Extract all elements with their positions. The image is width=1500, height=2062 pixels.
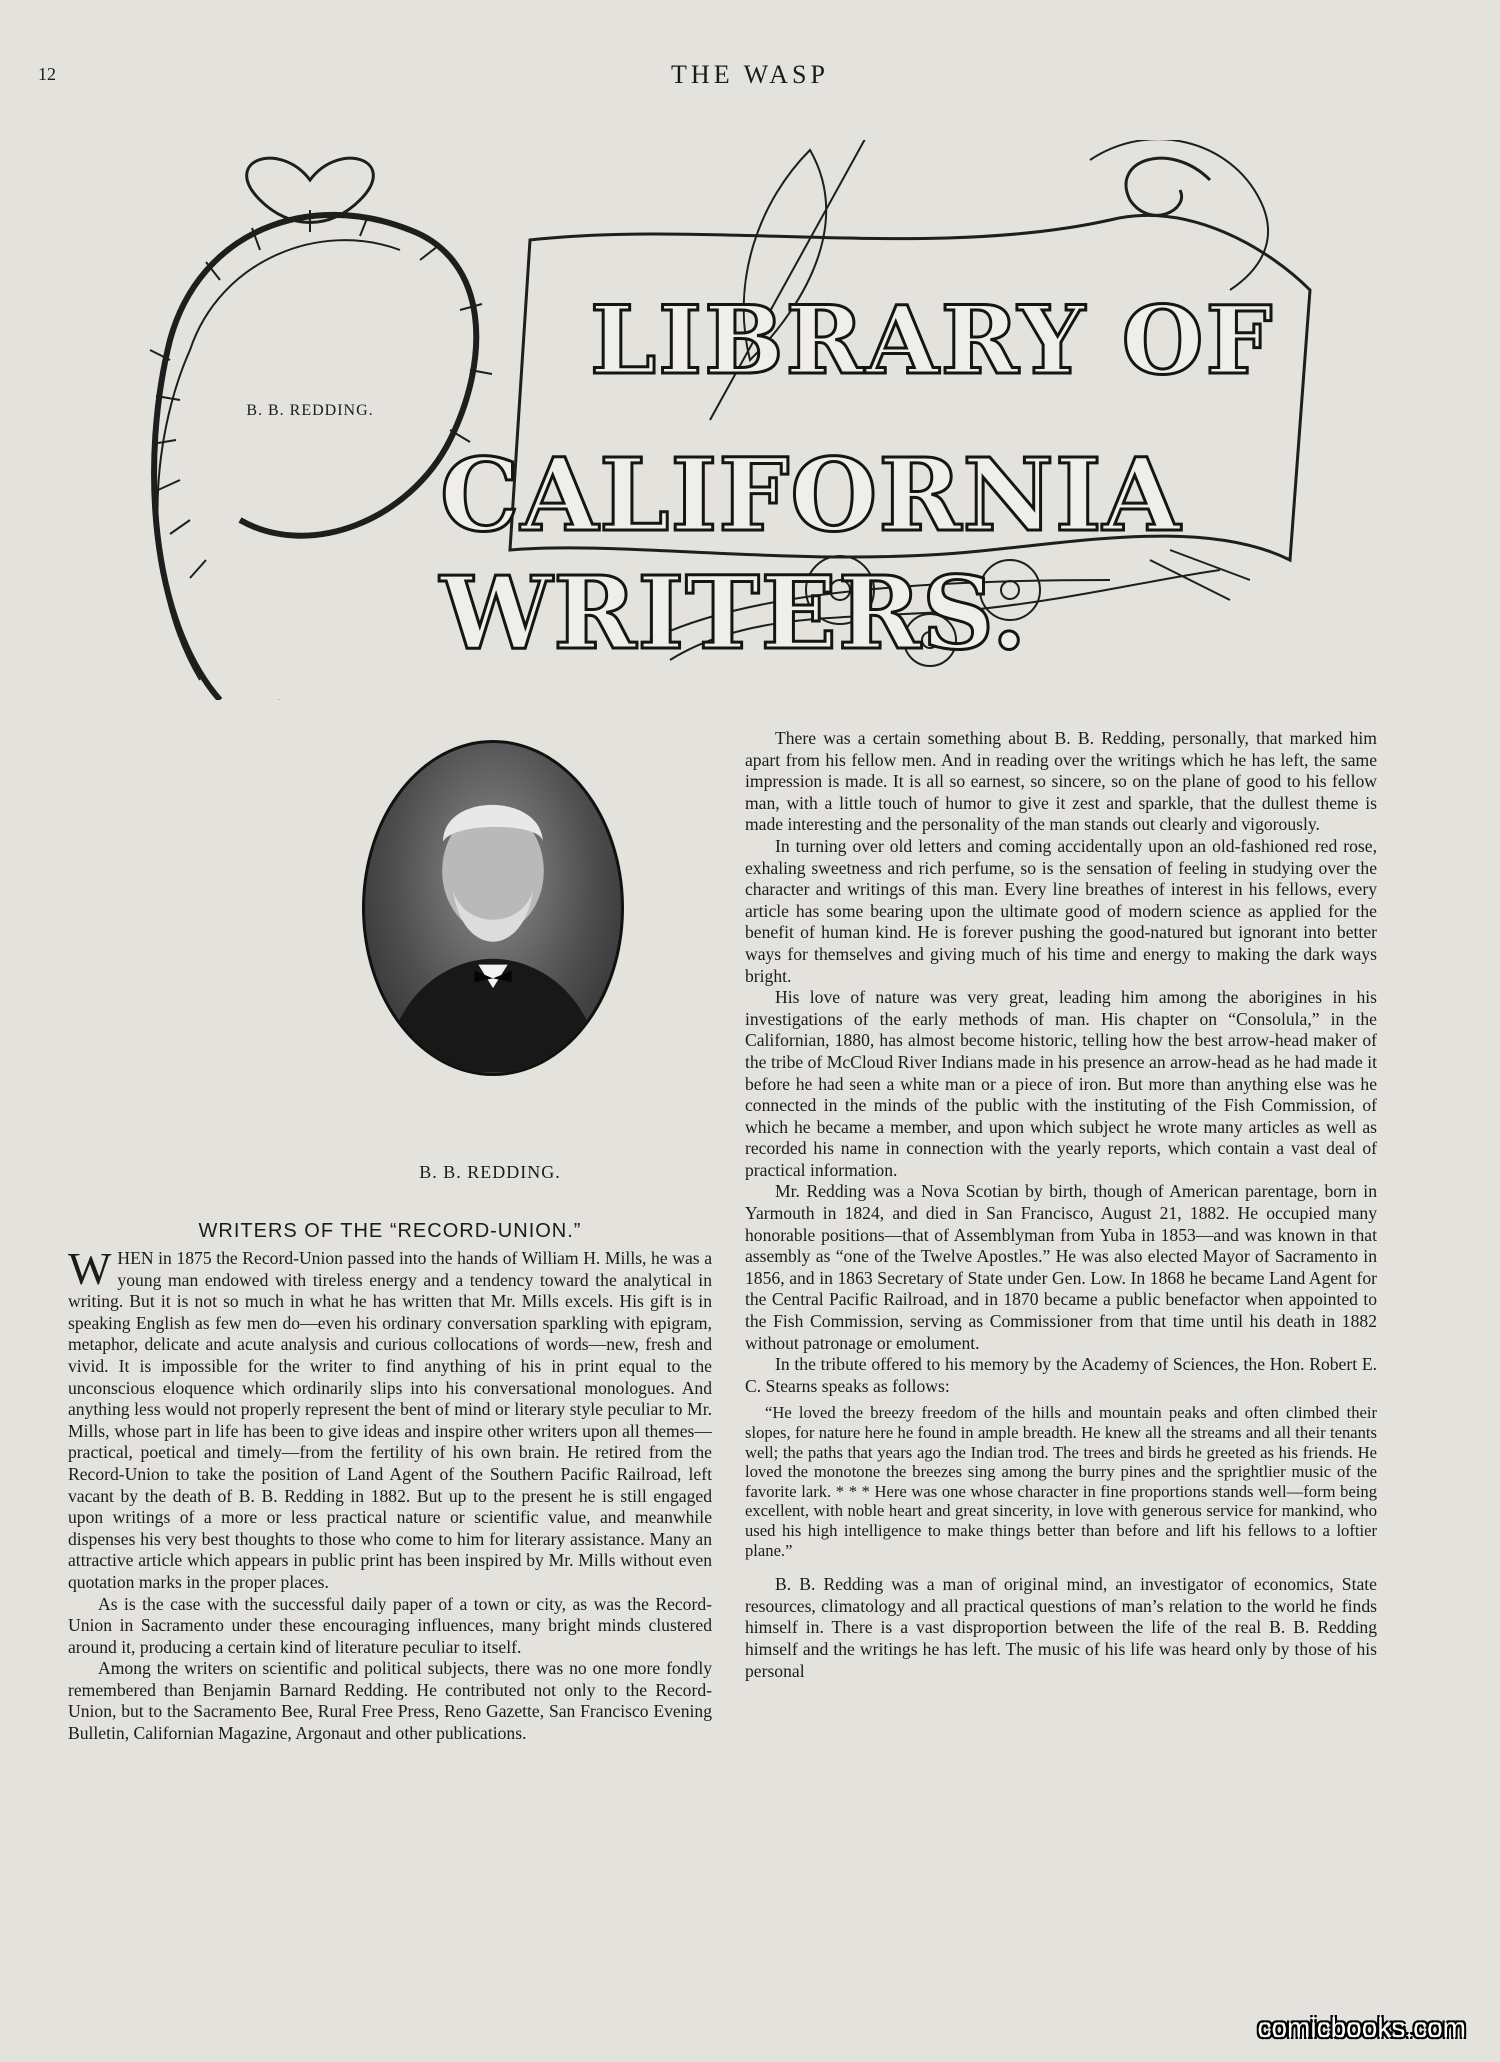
page-number: 12 bbox=[38, 64, 56, 84]
portrait-photo bbox=[362, 740, 624, 1076]
right-column bbox=[745, 728, 1377, 1682]
wreath-caption: B. B. REDDING. bbox=[246, 402, 374, 419]
paragraph-r4: Mr. Redding was a Nova Scotian by birth, though of American parentage, born in Yarmouth in 1824, and died in San Francisco, August 21, 1882. He occupied many honorable positions—that of Assemblyman from Yuba in 1853—and was known in that assembly as “one of the Twelve Apostles.” He was also elected Mayor of Sacramento in 1856, and in 1863 Secretary of State under Gen. Low. In 1868 he became Land Agent for the Central Pacific Railroad, and in 1870 became a public benefactor when appointed to the Fish Commission, serving as Commissioner from that time until his death in 1882 without patronage or emolument. bbox=[745, 1181, 1377, 1353]
title-line-library-of: LIBRARY OF bbox=[590, 286, 1275, 396]
article-heading: WRITERS OF THE “RECORD-UNION.” bbox=[198, 1220, 582, 1242]
title-line-california-writers: CALIFORNIA WRITERS. bbox=[440, 436, 1182, 672]
portrait-figure bbox=[365, 743, 621, 1073]
paragraph-r1: There was a certain something about B. B. Redding, personally, that marked him apart from his fellow men. And in reading over the writings which he has left, the same impression is made. It is all so earnest, so sincere, so on the plane of good to his fellow man, with a little touch of humor to give it zest and sparkle, that the dullest theme is made interesting and the personality of the man stands out clearly and vigorously. bbox=[745, 728, 1377, 835]
paragraph-1: WHEN in 1875 the Record-Union passed into the hands of William H. Mills, he was a young man endowed with tireless energy and a tendency toward the analytical in writing. But it is not so much in what he has written that Mr. Mills excels. His gift is in speaking English as few men do—even his ordinary conversation sparkling with epigram, metaphor, delicate and acute analysis and curious collocations of words—new, fresh and vivid. It is impossible for the writer to find anything of his in print equal to the unconscious eloquence which ordinarily slips into his conversational monologues. And anything less would not properly represent the bent of mind or literary style peculiar to Mr. Mills, whose part in life has been to give ideas and inspire other writers upon all themes—practical, poetical and timely—from the fertility of his own brain. He retired from the Record-Union to take the position of Land Agent of the Southern Pacific Railroad, left vacant by the death of B. B. Redding in 1882. But up to the present he is still engaged upon writings of a more or less practical nature or scientific value, and meanwhile dispenses his very best thoughts to those who come to him for literary assistance. Many an attractive article which appears in public print has been inspired by Mr. Mills without even quotation marks in the proper places. bbox=[68, 1243, 712, 1592]
paragraph-r2: In turning over old letters and coming accidentally upon an old-fashioned red rose, exhaling sweetness and rich perfume, so is the sensation of feeling in studying over the character and writings of this man. Every line breathes of interest in his fellows, every article has some bearing upon the ultimate good of modern science as applied for the benefit of human kind. He is forever pushing the good-natured but ignorant into better ways for themselves and giving much of his time and energy to making the dark ways bright. bbox=[745, 835, 1377, 986]
paragraph-r5: In the tribute offered to his memory by the Academy of Sciences, the Hon. Robert E. C. Stearns speaks as follows: bbox=[745, 1354, 1377, 1396]
paragraph-2: As is the case with the successful daily paper of a town or city, as was the Record-Union in Sacramento under these encouraging influences, many bright minds clustered around it, producing a certain kind of literature peculiar to itself. bbox=[68, 1593, 712, 1657]
wreath-loop bbox=[154, 215, 476, 700]
drop-cap: W bbox=[68, 1243, 112, 1294]
left-column bbox=[68, 1218, 712, 1745]
portrait-frame bbox=[362, 740, 624, 1076]
paragraph-r6: B. B. Redding was a man of original mind, an investigator of economics, State resources, climatology and all practical questions of man’s relation to the world he finds himself in. There is a vast disproportion between the life of the real B. B. Redding himself and the writings he has left. The music of his life was heard only by those of his personal bbox=[745, 1574, 1377, 1681]
stearns-quote: “He loved the breezy freedom of the hills and mountain peaks and often climbed their slopes, for nature here he found in ample breadth. He knew all the streams and all their tenants well; the paths that years ago the Indian trod. The trees and birds he greeted as his friends. He loved the monotone the breezes sing among the burry pines and the sprightlier music of the favorite lark. * * * Here was one whose character in fine proportions stands well—form being excellent, with noble heart and great sincerity, in love with generous service for mankind, who used his high intelligence to make things better than before and lift his fellows to a loftier plane.” bbox=[745, 1403, 1377, 1560]
paragraph-r3: His love of nature was very great, leading him among the aborigines in his investigations of the early methods of man. His chapter on “Consolula,” in the Californian, 1880, has almost become historic, telling how the best arrow-head maker of the tribe of McCloud River Indians made in his presence an arrow-head as he had made it before he had seen a white man or a piece of iron. But more than anything else was he connected in the minds of the public with the instituting of the Fish Commission, of which he became a member, and upon which subject he wrote many articles as well as recorded his name in connection with the yearly reports, which contain a vast deal of practical information. bbox=[745, 987, 1377, 1180]
running-head: THE WASP bbox=[671, 60, 829, 89]
portrait-caption: B. B. REDDING. bbox=[419, 1162, 561, 1182]
paragraph-3: Among the writers on scientific and political subjects, there was no one more fondly remembered than Benjamin Barnard Redding. He contributed not only to the Record-Union, but to the Sacramento Bee, Rural Free Press, Reno Gazette, San Francisco Evening Bulletin, Californian Magazine, Argonaut and other publications. bbox=[68, 1658, 712, 1744]
watermark: comicbooks.com bbox=[1257, 2012, 1466, 2043]
